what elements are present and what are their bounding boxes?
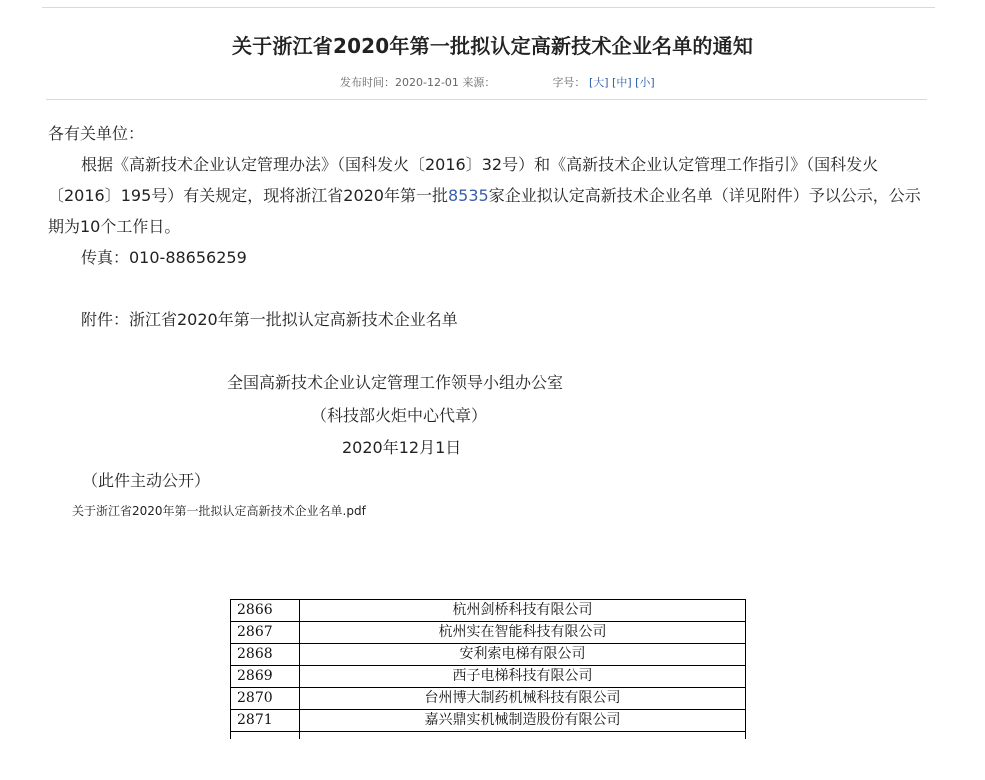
- signature-seal: （科技部火炬中心代章）: [311, 406, 488, 425]
- body-text-part2: 家企业拟认定高新技术企业名单（详见附件）予以公示，公示期为10个工作日。: [48, 186, 921, 236]
- top-divider: [42, 7, 935, 8]
- table-row: [231, 600, 746, 622]
- pdf-attachment-link[interactable]: 关于浙江省2020年第一批拟认定高新技术企业名单.pdf: [72, 504, 366, 518]
- fax-line: 传真：010-88656259: [81, 248, 247, 267]
- table-row: [231, 666, 746, 688]
- row-number: 2871: [231, 710, 300, 732]
- meta-divider: [46, 99, 927, 100]
- signature-date: 2020年12月1日: [342, 438, 462, 457]
- article-body: [48, 118, 930, 335]
- font-size-large-link[interactable]: [大]: [588, 76, 609, 89]
- company-list-table-viewport: [230, 599, 746, 739]
- row-number: 2867: [231, 622, 300, 644]
- company-name: 杭州实在智能科技有限公司: [300, 622, 746, 644]
- row-number: 2868: [231, 644, 300, 666]
- font-size-label: 字号：: [552, 76, 586, 89]
- company-name: 台州博大制药机械科技有限公司: [300, 688, 746, 710]
- salutation: 各有关单位：: [48, 124, 145, 143]
- company-count: 8535: [447, 186, 489, 205]
- company-name: 安利索电梯有限公司: [300, 644, 746, 666]
- attachment-line: 附件：浙江省2020年第一批拟认定高新技术企业名单: [81, 310, 458, 329]
- table-row: [231, 622, 746, 644]
- row-number: [231, 732, 300, 740]
- row-number: 2870: [231, 688, 300, 710]
- article-meta: [340, 74, 655, 90]
- publish-date: 2020-12-01: [395, 76, 459, 89]
- company-name: 嘉兴鼎实机械制造股份有限公司: [300, 710, 746, 732]
- table-row: [231, 644, 746, 666]
- company-list-table: [230, 599, 746, 739]
- font-size-small-link[interactable]: [小]: [635, 76, 655, 89]
- body-text-part1: 根据《高新技术企业认定管理办法》（国科发火〔2016〕32号）和《高新技术企业认定管理工作指引》（国科发火〔2016〕195号）有关规定，现将浙江省2020年第一批: [48, 155, 879, 205]
- company-name: [300, 732, 746, 740]
- table-row: [231, 732, 746, 740]
- row-number: 2869: [231, 666, 300, 688]
- table-row: [231, 710, 746, 732]
- signature-org: 全国高新技术企业认定管理工作领导小组办公室: [227, 373, 564, 392]
- publish-time-label: 发布时间：: [340, 76, 395, 89]
- font-size-medium-link[interactable]: [中]: [612, 76, 632, 89]
- source-label: 来源：: [462, 76, 496, 89]
- company-name: 杭州剑桥科技有限公司: [300, 600, 746, 622]
- row-number: 2866: [231, 600, 300, 622]
- disclosure-note: （此件主动公开）: [82, 471, 211, 490]
- company-name: 西子电梯科技有限公司: [300, 666, 746, 688]
- body-paragraph: [48, 149, 930, 242]
- page-title: 关于浙江省2020年第一批拟认定高新技术企业名单的通知: [231, 34, 754, 58]
- table-row: [231, 688, 746, 710]
